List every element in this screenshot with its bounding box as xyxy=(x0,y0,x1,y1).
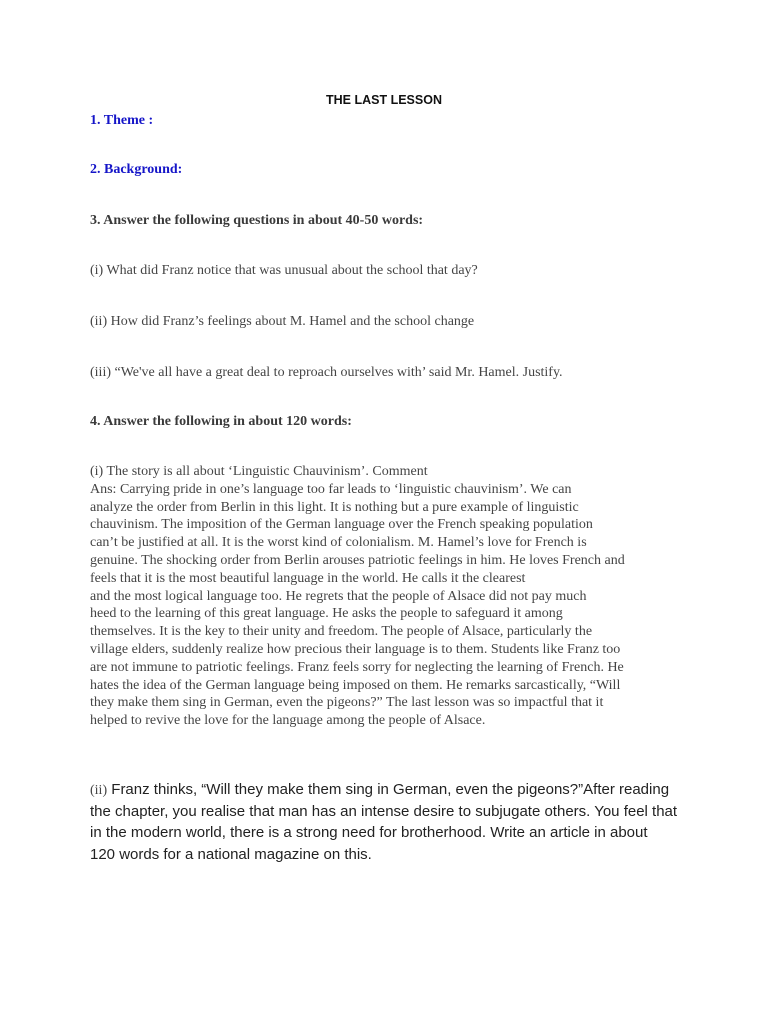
long-answer-line: helped to revive the love for the language among the people of Alsace. xyxy=(90,713,486,729)
long-answer-line: village elders, suddenly realize how precious their language is to them. Students like Franz too xyxy=(90,641,621,657)
long-answer-line: and the most logical language too. He regrets that the people of Alsace did not pay much xyxy=(90,588,587,604)
short-question-2: (ii) How did Franz’s feelings about M. Hamel and the school change xyxy=(90,314,475,329)
writing-prompt-text: Franz thinks, “Will they make them sing in German, even the pigeons?”After reading xyxy=(107,781,670,798)
heading-section-4: 4. Answer the following in about 120 words: xyxy=(90,414,352,429)
writing-prompt-line: 120 words for a national magazine on this. xyxy=(90,845,372,863)
long-answer-line: feels that it is the most beautiful language in the world. He calls it the clearest xyxy=(90,570,526,586)
long-answer-line: Ans: Carrying pride in one’s language too far leads to ‘linguistic chauvinism’. We can xyxy=(90,481,572,497)
long-answer-line: hates the idea of the German language being imposed on them. He remarks sarcastically, “Will xyxy=(90,677,621,693)
heading-background: 2. Background: xyxy=(90,162,183,177)
heading-theme: 1. Theme : xyxy=(90,113,154,128)
writing-prompt-line: the chapter, you realise that man has an intense desire to subjugate others. You feel that xyxy=(90,802,678,820)
long-answer-line: are not immune to patriotic feelings. Franz feels sorry for neglecting the learning of French. He xyxy=(90,659,624,675)
long-answer-line: chauvinism. The imposition of the German language over the French speaking population xyxy=(90,517,593,533)
long-answer-question: (i) The story is all about ‘Linguistic Chauvinism’. Comment xyxy=(90,464,428,479)
writing-prompt xyxy=(90,779,690,865)
long-answer-line: heed to the learning of this great language. He asks the people to safeguard it among xyxy=(90,606,563,622)
long-answer-line: genuine. The shocking order from Berlin arouses patriotic feelings in him. He loves French and xyxy=(90,552,625,568)
short-question-1: (i) What did Franz notice that was unusual about the school that day? xyxy=(90,263,478,278)
writing-prompt-line: in the modern world, there is a strong need for brotherhood. Write an article in about xyxy=(90,824,648,841)
heading-section-3: 3. Answer the following questions in about 40-50 words: xyxy=(90,213,424,228)
document-title: THE LAST LESSON xyxy=(326,93,442,107)
writing-prompt-line xyxy=(90,779,690,801)
long-answer xyxy=(90,463,680,730)
writing-prompt-number: (ii) xyxy=(90,783,108,798)
short-question-3: (iii) “We've all have a great deal to reproach ourselves with’ said Mr. Hamel. Justify. xyxy=(90,365,563,380)
long-answer-line: analyze the order from Berlin in this light. It is nothing but a pure example of linguistic xyxy=(90,499,579,515)
long-answer-line: can’t be justified at all. It is the worst kind of colonialism. M. Hamel’s love for French is xyxy=(90,535,587,551)
long-answer-line: they make them sing in German, even the pigeons?” The last lesson was so impactful that it xyxy=(90,695,604,711)
long-answer-line: themselves. It is the key to their unity and freedom. The people of Alsace, particularly the xyxy=(90,624,593,640)
